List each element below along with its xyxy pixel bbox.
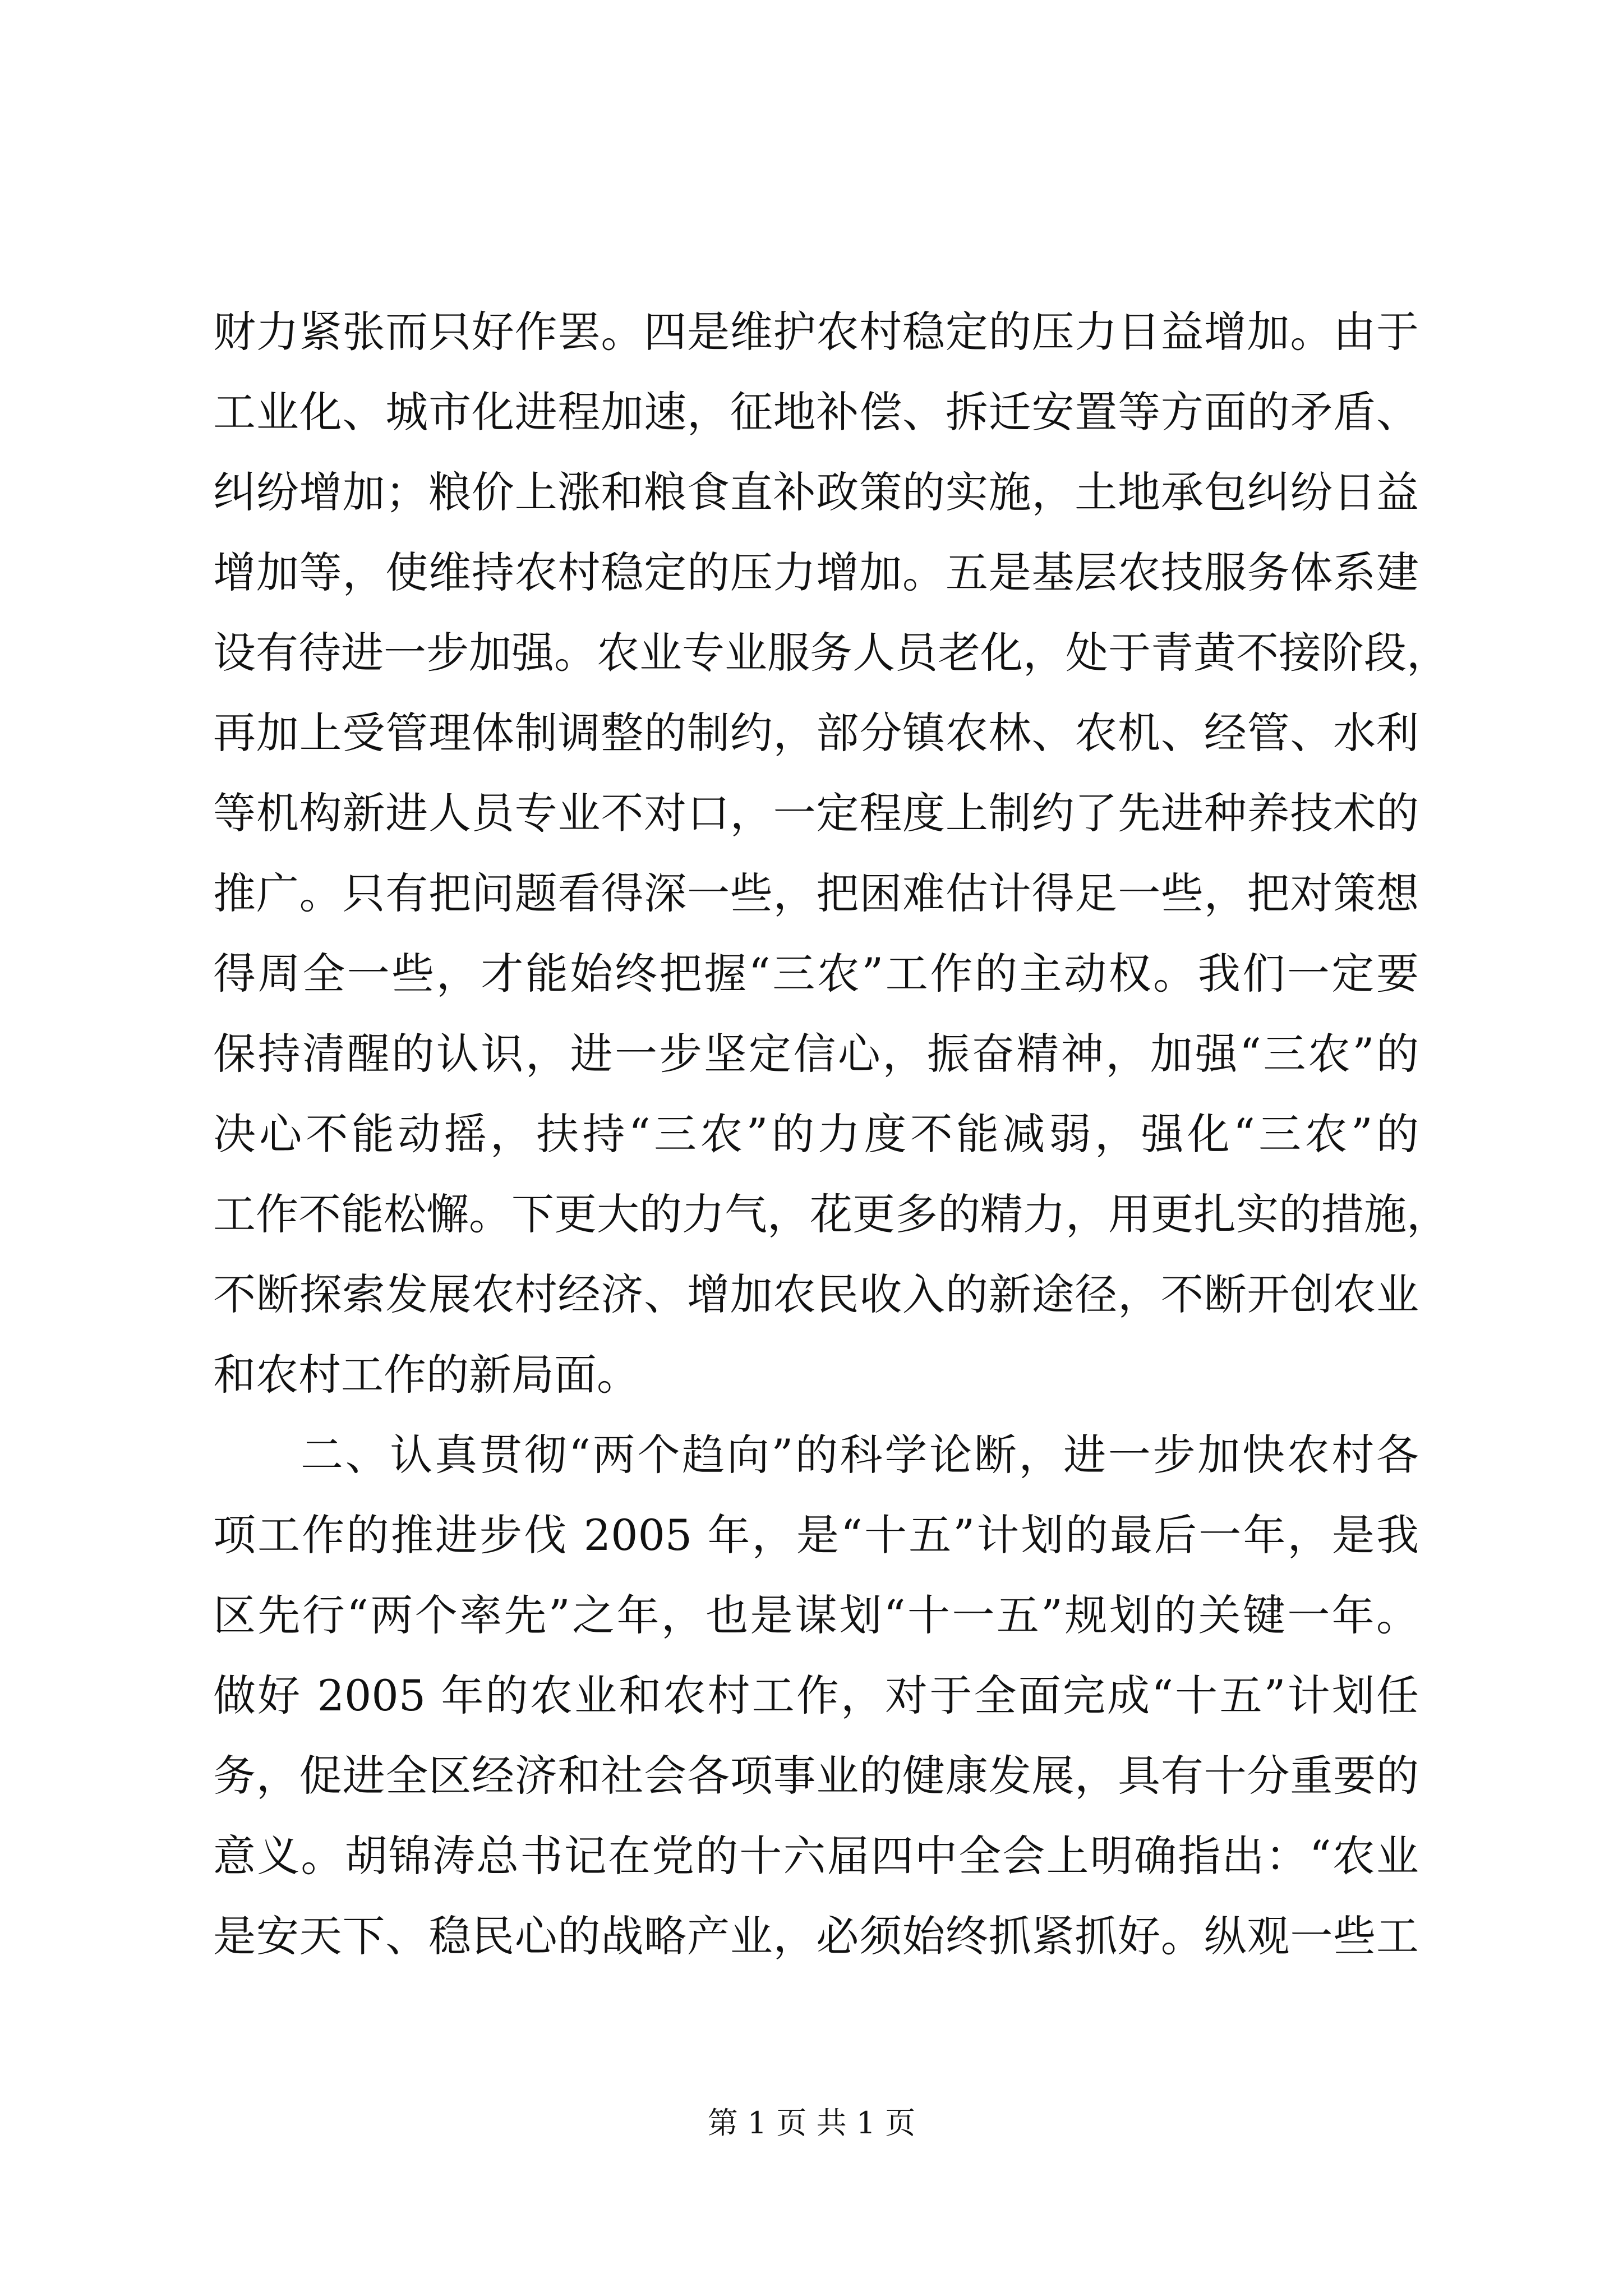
text-line: 意义。胡锦涛总书记在党的十六届四中全会上明确指出：“农业 bbox=[213, 1831, 1419, 1881]
text-line: 区先行“两个率先”之年，也是谋划“十一五”规划的关键一年。 bbox=[213, 1590, 1419, 1640]
text-line: 得周全一些，才能始终把握“三农”工作的主动权。我们一定要 bbox=[213, 949, 1419, 999]
text-line: 决心不能动摇，扶持“三农”的力度不能减弱，强化“三农”的 bbox=[213, 1109, 1419, 1159]
text-line: 增加等，使维持农村稳定的压力增加。五是基层农技服务体系建 bbox=[213, 547, 1419, 597]
text-line: 不断探索发展农村经济、增加农民收入的新途径，不断开创农业 bbox=[213, 1269, 1419, 1319]
text-line: 保持清醒的认识，进一步坚定信心，振奋精神，加强“三农”的 bbox=[213, 1029, 1419, 1079]
text-line: 务，促进全区经济和社会各项事业的健康发展，具有十分重要的 bbox=[213, 1751, 1419, 1801]
document-body bbox=[213, 292, 1449, 1976]
text-line: 工业化、城市化进程加速，征地补偿、拆迁安置等方面的矛盾、 bbox=[213, 387, 1419, 437]
text-line: 设有待进一步加强。农业专业服务人员老化，处于青黄不接阶段， bbox=[213, 628, 1449, 678]
text-line: 工作不能松懈。下更大的力气，花更多的精力，用更扎实的措施， bbox=[213, 1189, 1449, 1239]
text-line: 是安天下、稳民心的战略产业，必须始终抓紧抓好。纵观一些工 bbox=[213, 1911, 1419, 1961]
page-footer bbox=[0, 2101, 1623, 2146]
text-line: 再加上受管理体制调整的制约，部分镇农林、农机、经管、水利 bbox=[213, 708, 1419, 758]
text-line: 财力紧张而只好作罢。四是维护农村稳定的压力日益增加。由于 bbox=[213, 307, 1419, 357]
text-line: 纠纷增加；粮价上涨和粮食直补政策的实施，土地承包纠纷日益 bbox=[213, 467, 1419, 517]
page-number: 第 1 页 共 1 页 bbox=[707, 2105, 916, 2141]
section-heading-line: 二、认真贯彻“两个趋向”的科学论断，进一步加快农村各 bbox=[301, 1430, 1419, 1480]
text-line: 等机构新进人员专业不对口，一定程度上制约了先进种养技术的 bbox=[213, 788, 1419, 838]
text-line: 项工作的推进步伐 2005 年，是“十五”计划的最后一年，是我 bbox=[213, 1510, 1419, 1560]
text-line: 推广。只有把问题看得深一些，把困难估计得足一些，把对策想 bbox=[213, 868, 1419, 918]
text-line: 做好 2005 年的农业和农村工作，对于全面完成“十五”计划任 bbox=[213, 1671, 1419, 1720]
text-line: 和农村工作的新局面。 bbox=[213, 1350, 639, 1400]
